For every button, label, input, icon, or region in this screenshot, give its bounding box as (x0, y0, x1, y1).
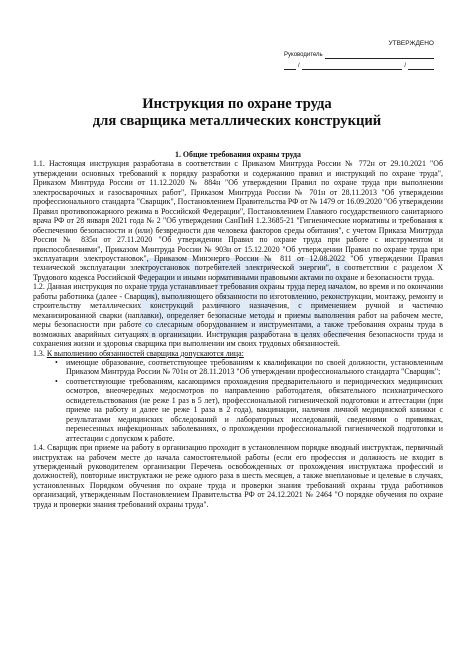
date-slash-2: / (404, 63, 406, 69)
title-line-1: Инструкция по охране труда (142, 96, 332, 112)
date-row (284, 62, 434, 70)
date-year-line (408, 63, 434, 70)
approval-block (284, 40, 434, 70)
date-day-line (284, 63, 296, 70)
list-item: • имеющие образование, соответствующее требованиям к квалификации по своей должности, установленным Приказом Минтруда России № 701н от 28.11.2013 "Об утверждении профессионального стандарта "Сварщик"; (57, 358, 443, 377)
signature-line (325, 52, 434, 59)
paragraph-1-2: 1.2. Данная инструкция по охране труда устанавливает требования охраны труда перед началом, во время и по окончании работы работника (далее - Сварщик), выполняющего обязанности по изготовлению, реконструкции, монтажу, ремонту и строительству металлических конструкций различного назначения, с применением ручной и частично механизированной сварки (наплавки), определяет безопасные методы и приемы выполнения работ на рабочем месте, меры безопасности при работе со слесарным оборудованием и инструментами, а также требования охраны труда в возможных аварийных ситуациях в организации. Инструкция разработана в целях обеспечения безопасности труда и сохранения жизни и здоровья сварщика при выполнении им своих трудовых обязанностей. (33, 282, 443, 349)
document-body (33, 150, 443, 509)
paragraph-1-3-number: 1.3. (33, 348, 47, 358)
paragraph-1-1: 1.1. Настоящая инструкция разработана в соответствии с Приказом Минтруда России № 772н от 29.10.2021 "Об утверждении основных требований к порядку разработки и содержанию правил и инструкций по охране труда", Приказом Минтруда России от 11.12.2020 № 884н "Об утверждении Правил по охране труда при выполнении электросварочных и газосварочных работ", Приказом Минтруда России № 701н от 28.11.2013 "Об утверждении профессионального стандарта "Сварщик", Постановлением Правительства РФ от № 1479 от 16.09.2020 "Об утверждении Правил противопожарного режима в Российской Федерации", Постановлением Главного государственного санитарного врача РФ от 28 января 2021 года № 2 "Об утверждении СанПиН 1.2.3685-21 "Гигиенические нормативы и требования к обеспечению безопасности и (или) безвредности для человека факторов среды обитания", с учетом Приказа Минтруда России № 835н от 27.11.2020 "Об утверждении Правил по охране труда при работе с инструментом и приспособлениями", Приказом Минтруда России № 903н от 15.12.2020 "Об утверждении Правил по охране труда при эксплуатации электроустановок", Приказом Минэнерго России № 811 от 12.08.2022 "Об утверждении Правил технической эксплуатации электроустановок потребителей электрической энергии", в соответствии с разделом X Трудового кодекса Российской Федерации и иными нормативными правовыми актами по охране и безопасности труда. (33, 159, 443, 282)
paragraph-1-3-text: К выполнению обязанностей сварщика допускаются лица: (46, 348, 244, 358)
date-month-line (302, 63, 403, 70)
paragraph-1-3 (33, 349, 443, 358)
list-item: • соответствующие требованиям, касающимся прохождения предварительного и периодических медицинских осмотров, внеочередных медосмотров по направлению работодателя, обязательного психиатрического освидетельствования (не реже 1 раз в 5 лет), профессиональной гигиенической подготовки и аттестации (при приеме на работу и далее не реже 1 раза в 2 года), вакцинации, наличия личной медицинской книжки с результатами медицинских обследований и лабораторных исследований, сведениями о прививках, перенесенных инфекционных заболеваниях, о прохождении профессиональной гигиенической подготовки и аттестации с допуском к работе. (57, 377, 443, 443)
paragraph-1-4: 1.4. Сварщик при приеме на работу в организацию проходит в установленном порядке вводный инструктаж, первичный инструктаж на рабочем месте до начала самостоятельной работы (если его профессия и должность не входит в утвержденный руководителем организации Перечень освобожденных от прохождения инструктажа профессий и должностей), повторные инструктажи не реже одного раза в шесть месяцев, а также внеплановые и целевые в случаях, установленных Порядком обучения по охране труда и проверки знания требований охраны труда работников организаций, утвержденным Постановлением Правительства РФ от 24.12.2021 № 2464 "О порядке обучения по охране труда и проверки знания требований охраны труда". (33, 443, 443, 509)
manager-signature-row (284, 51, 434, 59)
document-title (0, 96, 474, 130)
date-slash-1: / (298, 63, 300, 69)
requirements-list (33, 358, 443, 443)
manager-label: Руководитель (284, 52, 323, 58)
section-heading: 1. Общие требования охраны труда (175, 150, 301, 159)
approval-status: УТВЕРЖДЕНО (388, 40, 434, 47)
title-line-2: для сварщика металлических конструкций (92, 113, 382, 129)
